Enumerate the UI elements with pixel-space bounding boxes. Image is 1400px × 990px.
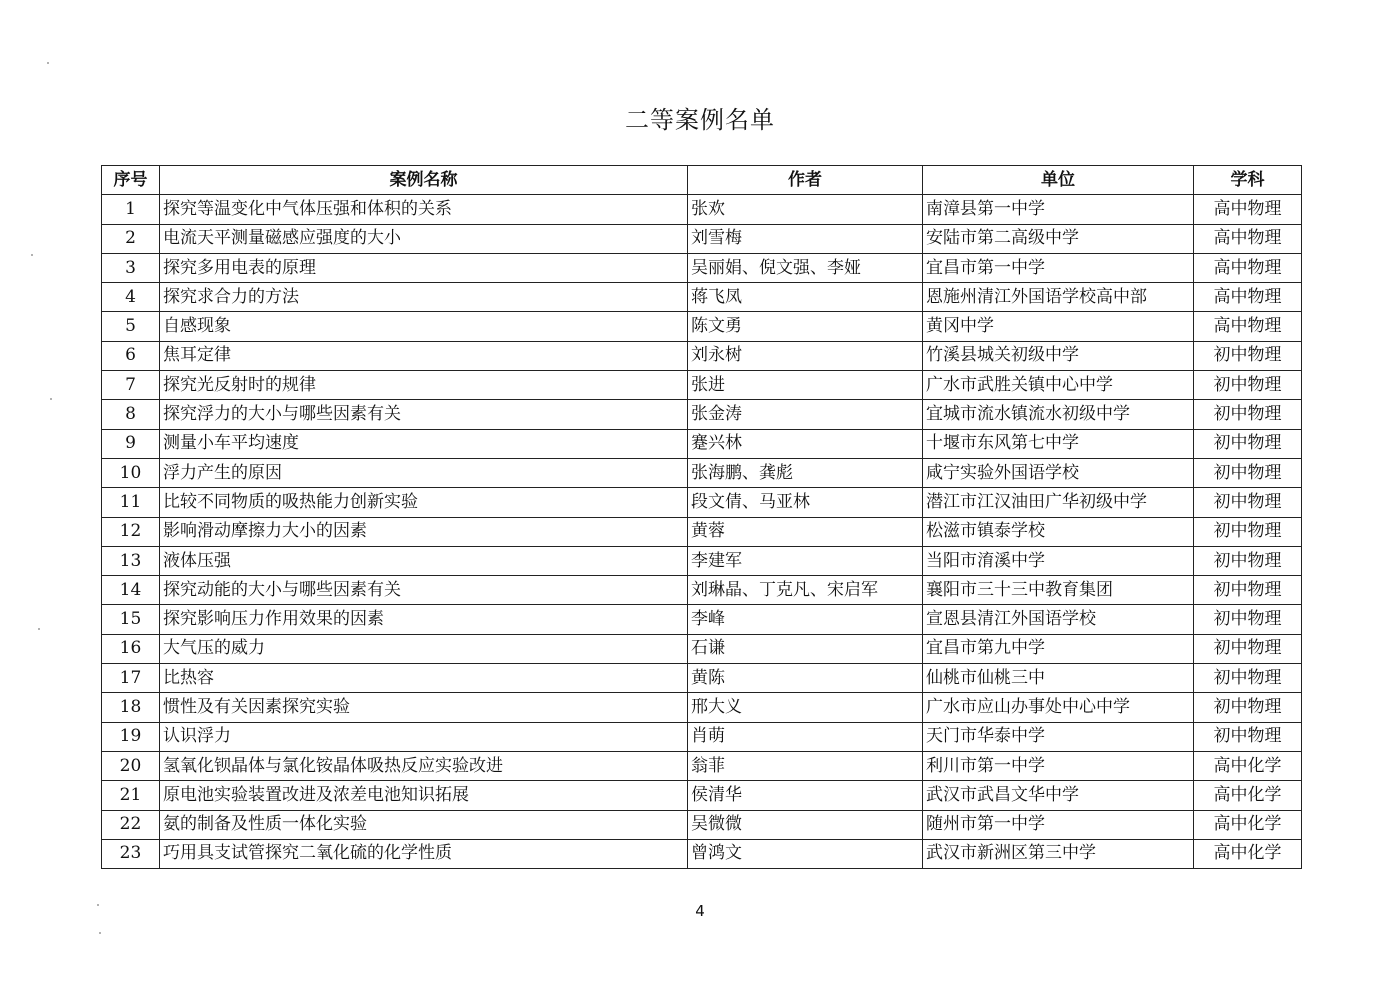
cell-author: 石谦	[688, 634, 923, 663]
scan-speck	[47, 62, 49, 64]
cell-case-name: 浮力产生的原因	[160, 458, 688, 487]
cell-author: 张海鹏、龚彪	[688, 458, 923, 487]
cell-author: 张欢	[688, 195, 923, 224]
cell-subject: 初中物理	[1194, 605, 1302, 634]
table-row	[102, 517, 1302, 546]
cell-unit: 宜城市流水镇流水初级中学	[923, 400, 1194, 429]
table-body	[102, 195, 1302, 869]
cell-unit: 随州市第一中学	[923, 810, 1194, 839]
cell-case-name: 探究动能的大小与哪些因素有关	[160, 576, 688, 605]
cell-author: 邢大义	[688, 693, 923, 722]
cell-no: 23	[102, 839, 160, 868]
cell-author: 张金涛	[688, 400, 923, 429]
scan-speck	[31, 254, 33, 256]
cell-no: 14	[102, 576, 160, 605]
case-list-table	[101, 165, 1302, 869]
cell-case-name: 氨的制备及性质一体化实验	[160, 810, 688, 839]
table-row	[102, 429, 1302, 458]
cell-unit: 竹溪县城关初级中学	[923, 341, 1194, 370]
cell-no: 18	[102, 693, 160, 722]
cell-unit: 仙桃市仙桃三中	[923, 664, 1194, 693]
cell-no: 20	[102, 751, 160, 780]
header-no: 序号	[102, 166, 160, 195]
cell-subject: 初中物理	[1194, 664, 1302, 693]
table-row	[102, 224, 1302, 253]
cell-unit: 当阳市淯溪中学	[923, 546, 1194, 575]
cell-unit: 安陆市第二高级中学	[923, 224, 1194, 253]
cell-case-name: 电流天平测量磁感应强度的大小	[160, 224, 688, 253]
cell-subject: 高中物理	[1194, 283, 1302, 312]
cell-no: 7	[102, 371, 160, 400]
cell-no: 4	[102, 283, 160, 312]
cell-no: 8	[102, 400, 160, 429]
cell-subject: 高中化学	[1194, 810, 1302, 839]
cell-subject: 初中物理	[1194, 488, 1302, 517]
cell-case-name: 氢氧化钡晶体与氯化铵晶体吸热反应实验改进	[160, 751, 688, 780]
cell-case-name: 探究光反射时的规律	[160, 371, 688, 400]
cell-case-name: 探究等温变化中气体压强和体积的关系	[160, 195, 688, 224]
cell-case-name: 比较不同物质的吸热能力创新实验	[160, 488, 688, 517]
cell-case-name: 自感现象	[160, 312, 688, 341]
cell-no: 9	[102, 429, 160, 458]
cell-no: 1	[102, 195, 160, 224]
cell-author: 吴微微	[688, 810, 923, 839]
cell-author: 蹇兴林	[688, 429, 923, 458]
cell-no: 12	[102, 517, 160, 546]
cell-case-name: 探究求合力的方法	[160, 283, 688, 312]
table-row	[102, 751, 1302, 780]
cell-unit: 潜江市江汉油田广华初级中学	[923, 488, 1194, 517]
cell-subject: 初中物理	[1194, 517, 1302, 546]
page-title: 二等案例名单	[625, 106, 775, 134]
cell-unit: 宣恩县清江外国语学校	[923, 605, 1194, 634]
cell-unit: 宜昌市第一中学	[923, 253, 1194, 282]
cell-unit: 广水市应山办事处中心中学	[923, 693, 1194, 722]
cell-subject: 初中物理	[1194, 458, 1302, 487]
cell-author: 曾鸿文	[688, 839, 923, 868]
cell-no: 21	[102, 781, 160, 810]
cell-author: 肖萌	[688, 722, 923, 751]
cell-unit: 武汉市新洲区第三中学	[923, 839, 1194, 868]
table-header-row	[102, 166, 1302, 195]
table-row	[102, 253, 1302, 282]
cell-no: 3	[102, 253, 160, 282]
cell-subject: 初中物理	[1194, 576, 1302, 605]
cell-unit: 黄冈中学	[923, 312, 1194, 341]
table-row	[102, 634, 1302, 663]
cell-case-name: 大气压的威力	[160, 634, 688, 663]
cell-subject: 高中物理	[1194, 195, 1302, 224]
cell-subject: 初中物理	[1194, 429, 1302, 458]
cell-author: 陈文勇	[688, 312, 923, 341]
cell-subject: 高中物理	[1194, 224, 1302, 253]
cell-subject: 高中物理	[1194, 312, 1302, 341]
cell-subject: 初中物理	[1194, 722, 1302, 751]
table-row	[102, 605, 1302, 634]
cell-no: 19	[102, 722, 160, 751]
cell-author: 刘雪梅	[688, 224, 923, 253]
page-number: 4	[695, 902, 705, 920]
cell-no: 22	[102, 810, 160, 839]
cell-case-name: 巧用具支试管探究二氧化硫的化学性质	[160, 839, 688, 868]
table-row	[102, 810, 1302, 839]
table-row	[102, 781, 1302, 810]
cell-author: 侯清华	[688, 781, 923, 810]
cell-case-name: 探究影响压力作用效果的因素	[160, 605, 688, 634]
scan-speck	[97, 904, 99, 906]
table-row	[102, 312, 1302, 341]
header-author: 作者	[688, 166, 923, 195]
cell-case-name: 液体压强	[160, 546, 688, 575]
scan-speck	[38, 628, 40, 630]
cell-no: 17	[102, 664, 160, 693]
cell-no: 11	[102, 488, 160, 517]
cell-case-name: 认识浮力	[160, 722, 688, 751]
header-case-name: 案例名称	[160, 166, 688, 195]
cell-no: 10	[102, 458, 160, 487]
cell-no: 16	[102, 634, 160, 663]
table-row	[102, 664, 1302, 693]
table-row	[102, 371, 1302, 400]
cell-author: 刘琳晶、丁克凡、宋启军	[688, 576, 923, 605]
cell-unit: 十堰市东风第七中学	[923, 429, 1194, 458]
cell-unit: 利川市第一中学	[923, 751, 1194, 780]
table-row	[102, 839, 1302, 868]
cell-unit: 松滋市镇泰学校	[923, 517, 1194, 546]
cell-author: 黄陈	[688, 664, 923, 693]
cell-author: 翁菲	[688, 751, 923, 780]
cell-author: 吴丽娟、倪文强、李娅	[688, 253, 923, 282]
cell-author: 李峰	[688, 605, 923, 634]
cell-case-name: 影响滑动摩擦力大小的因素	[160, 517, 688, 546]
table-row	[102, 722, 1302, 751]
cell-unit: 宜昌市第九中学	[923, 634, 1194, 663]
cell-case-name: 焦耳定律	[160, 341, 688, 370]
table-row	[102, 488, 1302, 517]
cell-subject: 初中物理	[1194, 546, 1302, 575]
cell-no: 2	[102, 224, 160, 253]
table-row	[102, 195, 1302, 224]
cell-author: 蒋飞凤	[688, 283, 923, 312]
cell-case-name: 比热容	[160, 664, 688, 693]
table-row	[102, 576, 1302, 605]
table-row	[102, 458, 1302, 487]
scan-speck	[50, 398, 52, 400]
cell-case-name: 惯性及有关因素探究实验	[160, 693, 688, 722]
cell-unit: 天门市华泰中学	[923, 722, 1194, 751]
header-unit: 单位	[923, 166, 1194, 195]
cell-unit: 武汉市武昌文华中学	[923, 781, 1194, 810]
cell-author: 段文倩、马亚林	[688, 488, 923, 517]
cell-unit: 南漳县第一中学	[923, 195, 1194, 224]
cell-subject: 高中化学	[1194, 751, 1302, 780]
cell-case-name: 探究浮力的大小与哪些因素有关	[160, 400, 688, 429]
cell-no: 5	[102, 312, 160, 341]
scan-speck	[99, 932, 101, 934]
table-row	[102, 341, 1302, 370]
table-row	[102, 283, 1302, 312]
cell-unit: 襄阳市三十三中教育集团	[923, 576, 1194, 605]
cell-author: 刘永树	[688, 341, 923, 370]
cell-subject: 初中物理	[1194, 371, 1302, 400]
cell-subject: 高中化学	[1194, 839, 1302, 868]
table-row	[102, 400, 1302, 429]
table-row	[102, 546, 1302, 575]
cell-unit: 广水市武胜关镇中心中学	[923, 371, 1194, 400]
table-row	[102, 693, 1302, 722]
cell-no: 13	[102, 546, 160, 575]
cell-case-name: 原电池实验装置改进及浓差电池知识拓展	[160, 781, 688, 810]
cell-case-name: 测量小车平均速度	[160, 429, 688, 458]
cell-subject: 高中化学	[1194, 781, 1302, 810]
cell-no: 6	[102, 341, 160, 370]
cell-unit: 恩施州清江外国语学校高中部	[923, 283, 1194, 312]
header-subject: 学科	[1194, 166, 1302, 195]
cell-subject: 初中物理	[1194, 341, 1302, 370]
cell-author: 李建军	[688, 546, 923, 575]
cell-case-name: 探究多用电表的原理	[160, 253, 688, 282]
cell-subject: 高中物理	[1194, 253, 1302, 282]
cell-unit: 咸宁实验外国语学校	[923, 458, 1194, 487]
cell-subject: 初中物理	[1194, 634, 1302, 663]
cell-author: 张进	[688, 371, 923, 400]
cell-subject: 初中物理	[1194, 693, 1302, 722]
cell-no: 15	[102, 605, 160, 634]
cell-subject: 初中物理	[1194, 400, 1302, 429]
cell-author: 黄蓉	[688, 517, 923, 546]
